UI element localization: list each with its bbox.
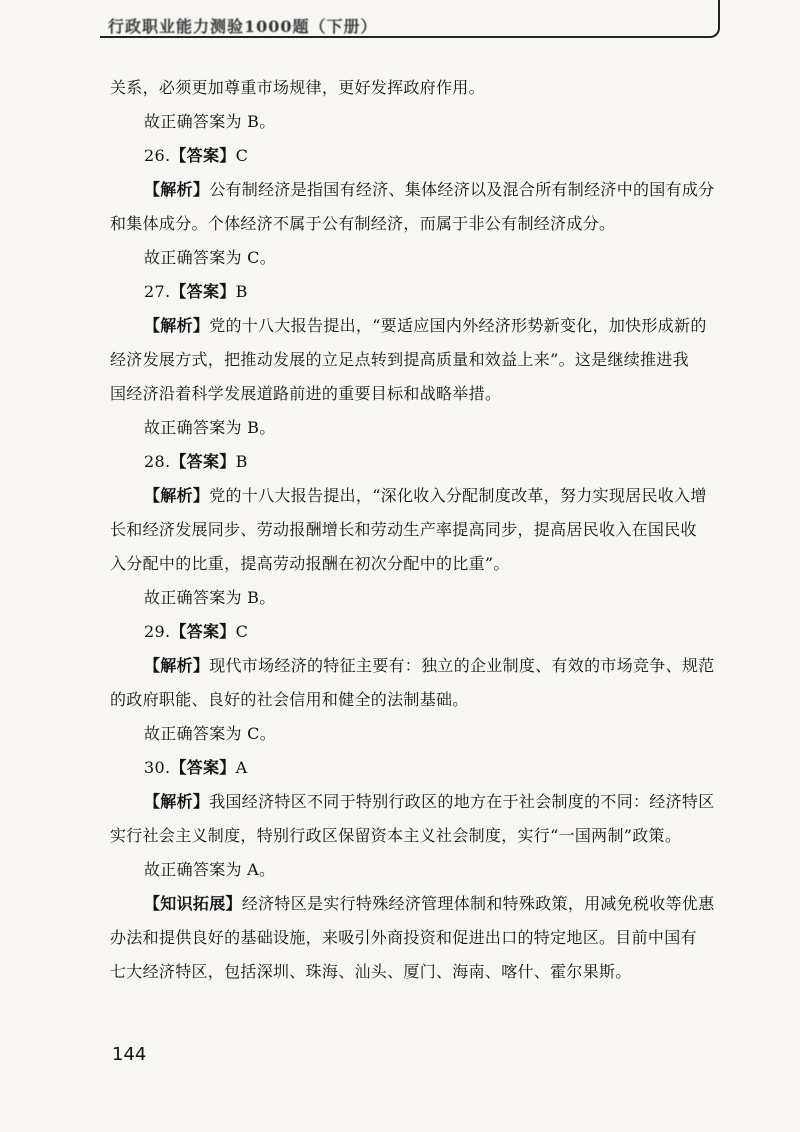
- text-line: [110, 214, 735, 248]
- text-line: [110, 860, 735, 894]
- text-line: [110, 486, 735, 520]
- text-line: [110, 826, 735, 860]
- page-body: [110, 78, 735, 996]
- line-text: 故正确答案为 B。: [144, 588, 276, 607]
- line-text: 公有制经济是指国有经济、集体经济以及混合所有制经济中的国有成分: [209, 180, 715, 199]
- line-text: 故正确答案为 C。: [144, 248, 277, 267]
- line-text: 党的十八大报告提出，“深化收入分配制度改革，努力实现居民收入增: [209, 486, 707, 505]
- section-tag: 【答案】: [170, 146, 236, 165]
- section-tag: 【解析】: [144, 486, 210, 505]
- line-text: 故正确答案为 C。: [144, 724, 277, 743]
- line-text: B: [235, 452, 248, 471]
- line-text: 党的十八大报告提出，“要适应国内外经济形势新变化，加快形成新的: [209, 316, 707, 335]
- section-tag: 【解析】: [144, 180, 210, 199]
- section-tag: 【答案】: [170, 282, 236, 301]
- line-text: 关系，必须更加尊重市场规律，更好发挥政府作用。: [110, 78, 485, 97]
- text-line: [110, 520, 735, 554]
- line-text: 30.: [144, 758, 171, 777]
- line-text: 现代市场经济的特征主要有：独立的企业制度、有效的市场竞争、规范: [209, 656, 715, 675]
- line-text: 和集体成分。个体经济不属于公有制经济，而属于非公有制经济成分。: [110, 214, 616, 233]
- text-line: [110, 146, 735, 180]
- line-text: 国经济沿着科学发展道路前进的重要目标和战略举措。: [110, 384, 502, 403]
- line-text: 28.: [144, 452, 171, 471]
- line-text: 29.: [144, 622, 171, 641]
- text-line: [110, 112, 735, 146]
- text-line: [110, 758, 735, 792]
- line-text: 故正确答案为 A。: [144, 860, 276, 879]
- text-line: [110, 282, 735, 316]
- line-text: 入分配中的比重，提高劳动报酬在初次分配中的比重”。: [110, 554, 510, 573]
- line-text: 26.: [144, 146, 171, 165]
- text-line: [110, 962, 735, 996]
- section-tag: 【答案】: [170, 452, 236, 471]
- text-line: [110, 418, 735, 452]
- text-line: [110, 894, 735, 928]
- line-text: 故正确答案为 B。: [144, 418, 276, 437]
- line-text: B: [235, 282, 248, 301]
- section-tag: 【答案】: [170, 758, 236, 777]
- running-header: 行政职业能力测验1000题（下册）: [108, 17, 378, 36]
- text-line: [110, 350, 735, 384]
- text-line: [110, 656, 735, 690]
- text-line: [110, 78, 735, 112]
- text-line: [110, 588, 735, 622]
- text-line: [110, 724, 735, 758]
- text-line: [110, 622, 735, 656]
- text-line: [110, 248, 735, 282]
- line-text: 27.: [144, 282, 171, 301]
- line-text: C: [235, 146, 249, 165]
- line-text: 实行社会主义制度，特别行政区保留资本主义社会制度，实行“一国两制”政策。: [110, 826, 682, 845]
- text-line: [110, 180, 735, 214]
- text-line: [110, 928, 735, 962]
- line-text: 七大经济特区，包括深圳、珠海、汕头、厦门、海南、喀什、霍尔果斯。: [110, 962, 632, 981]
- section-tag: 【解析】: [144, 656, 210, 675]
- text-line: [110, 452, 735, 486]
- line-text: C: [235, 622, 249, 641]
- section-tag: 【解析】: [144, 316, 210, 335]
- section-tag: 【解析】: [144, 792, 210, 811]
- line-text: A: [235, 758, 248, 777]
- section-tag: 【知识拓展】: [144, 894, 242, 913]
- section-tag: 【答案】: [170, 622, 236, 641]
- line-text: 经济发展方式，把推动发展的立足点转到提高质量和效益上来”。这是继续推进我: [110, 350, 689, 369]
- text-line: [110, 384, 735, 418]
- line-text: 我国经济特区不同于特别行政区的地方在于社会制度的不同：经济特区: [209, 792, 715, 811]
- text-line: [110, 690, 735, 724]
- line-text: 办法和提供良好的基础设施，来吸引外商投资和促进出口的特定地区。目前中国有: [110, 928, 697, 947]
- text-line: [110, 792, 735, 826]
- text-line: [110, 554, 735, 588]
- text-line: [110, 316, 735, 350]
- page-number: 144: [112, 1044, 147, 1065]
- line-text: 经济特区是实行特殊经济管理体制和特殊政策，用减免税收等优惠: [241, 894, 715, 913]
- line-text: 长和经济发展同步、劳动报酬增长和劳动生产率提高同步，提高居民收入在国民收: [110, 520, 697, 539]
- line-text: 的政府职能、良好的社会信用和健全的法制基础。: [110, 690, 469, 709]
- line-text: 故正确答案为 B。: [144, 112, 276, 131]
